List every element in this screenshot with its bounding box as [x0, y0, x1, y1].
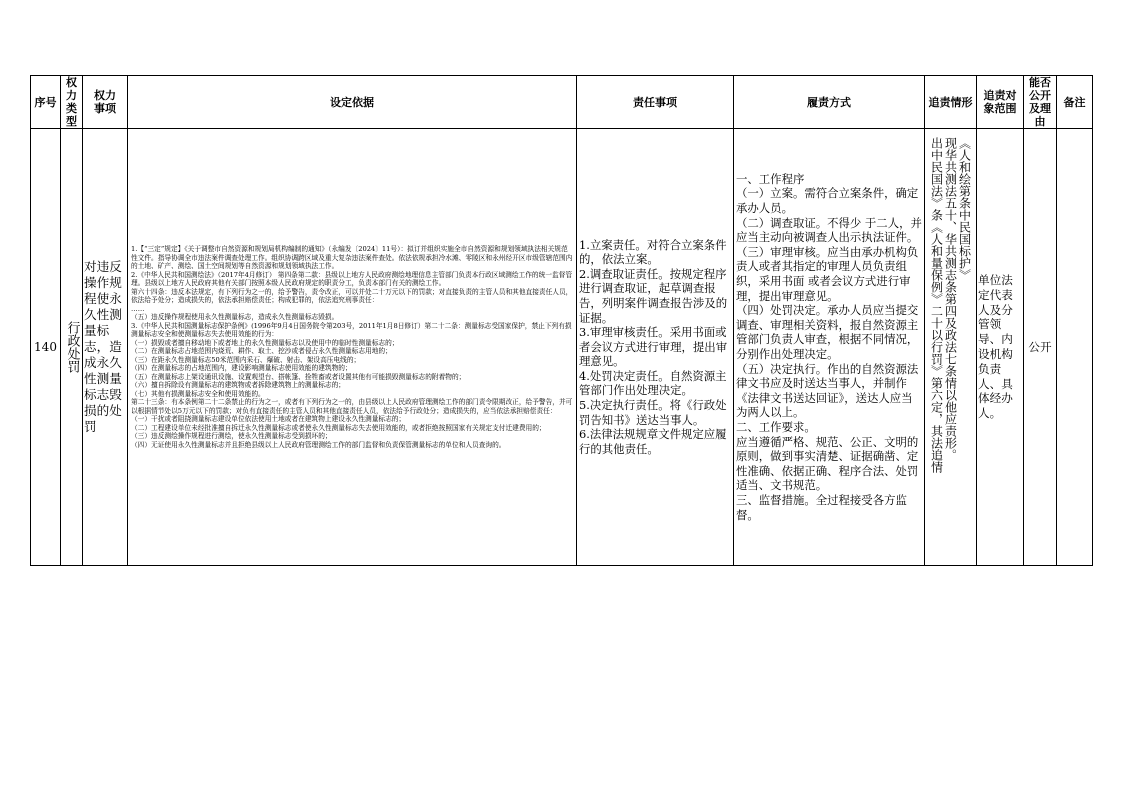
responsibility-item: 3.审理审核责任。采用书面或者会议方式进行审理，提出审理意见。	[579, 325, 728, 369]
header-note: 备注	[1057, 76, 1093, 129]
table-header-row	[31, 76, 1093, 129]
responsibility-item: 6.法律法规规章文件规定应履行的其他责任。	[579, 427, 727, 456]
basis-paragraph: （四）无证使用永久性测量标志并且拒绝县级以上人民政府管理测绘工作的部门监督和负责保管测量标志的单位和人员查询的。	[131, 440, 506, 449]
header-perf: 履责方式	[734, 76, 925, 129]
row-note	[1057, 129, 1093, 566]
basis-paragraph: （七）其他有损测量标志安全和使用效能的。	[131, 389, 265, 398]
row-basis-cell	[128, 129, 577, 566]
situation-column: 出中民国法》条《人和量保例》二十以行罚》第六定，其法追情	[929, 137, 944, 473]
performance-item: 二、工作要求。	[736, 419, 816, 434]
row-seq: 140	[31, 129, 61, 566]
basis-paragraph: （五）在测量标志上架设通讯设施、设置观望台、搭帐篷、拴牲畜或者设置其他有可能损毁测量标志的附着物的；	[131, 372, 466, 381]
row-situation-cell	[925, 129, 977, 566]
performance-item: （二）调查取证。不得少 于二人，并应当主动向被调查人出示执法证件。	[736, 215, 922, 245]
basis-paragraph: （四）在测量标志的占地范围内，建设影响测量标志使用效能的建筑物的；	[131, 364, 352, 372]
performance-item: 三、监督措施。全过程接受各方监督。	[736, 492, 907, 522]
performance-item: （四）处罚决定。承办人员应当提交调查、审理相关资料，报自然资源主管部门负责人审查，根据不同情况，分别作出处理决定。	[736, 303, 919, 361]
basis-paragraph: 第二十三条：有本条例第二十二条禁止的行为之一，或者有下列行为之一的，由县级以上人民政府管理测绘工作的部门责令限期改正，给予警告，并可以根据情节处以5万元以下的罚款；对负有直接责任的主管人员和其他直接责任人员，依法给予行政处分；造成损失的，应当依法承担赔偿责任：	[131, 398, 573, 415]
basis-paragraph: （一）干扰或者阻挠测量标志建设单位依法使用土地或者在建筑物上建设永久性测量标志的；	[131, 415, 406, 423]
header-basis: 设定依据	[128, 76, 577, 129]
basis-paragraph: 3.《中华人民共和国测量标志保护条例》(1996年9月4日国务院令第203号，2011年1月8日修订）第二十二条：测量标志受国家保护，禁止下列有损测量标志安全和使测量标志失去使用效能的行为：	[131, 321, 572, 338]
header-public: 能否公开及理由	[1024, 76, 1057, 129]
header-scope: 追责对象范围	[977, 76, 1024, 129]
row-scope-cell	[977, 129, 1024, 566]
row-resp-cell	[577, 129, 734, 566]
basis-paragraph: 2.《中华人民共和国测绘法》（2017年4月修订） 第四条第二款：县级以上地方人民政府测绘地理信息主管部门负责本行政区域测绘工作的统一监督管理。县级以上地方人民政府其他有关部门按照本级人民政府规定的职责分工，负责本部门有关的测绘工作。	[131, 270, 573, 287]
table-row	[31, 129, 1093, 566]
performance-item: （三）审理审核。应当由承办机构负责人或者其指定的审理人员负责组织，采用书面 或者会议方式进行审理，提出审理意见。	[736, 244, 919, 303]
row-item: 对违反操作规程使永久性测量标志，造成永久性测量标志毁损的处罚	[84, 259, 122, 434]
header-type: 权力类型	[61, 76, 83, 129]
basis-paragraph: （六）擅自拆除设有测量标志的建筑物或者拆除建筑物上的测量标志的；	[131, 381, 345, 389]
basis-paragraph: （三）违反测绘操作规程进行测绘，使永久性测量标志受到损坏的；	[131, 432, 332, 440]
performance-item: （一）立案。需符合立案条件，确定承办人员。	[736, 186, 919, 216]
basis-paragraph: （一）损毁或者擅自移动地下或者地上的永久性测量标志以及使用中的临时性测量标志的；	[131, 338, 399, 347]
row-public: 公开	[1024, 129, 1057, 566]
header-seq: 序号	[31, 76, 61, 129]
power-list-table	[30, 75, 1093, 566]
basis-paragraph: ……	[131, 304, 145, 313]
responsibility-item: 5.决定执行责任。将《行政处罚告知书》送达当事人。	[579, 398, 727, 427]
header-resp: 责任事项	[577, 76, 734, 129]
row-resp	[579, 238, 731, 457]
row-perf-cell	[734, 129, 925, 566]
row-item-cell	[83, 129, 128, 566]
basis-paragraph: （五）违反操作规程使用永久性测量标志，造成永久性测量标志毁损。	[131, 313, 339, 321]
situation-column: 现华共测法五十、华共测志条第四及政法七条情以他应责形。	[943, 137, 958, 461]
header-item: 权力事项	[83, 76, 128, 129]
row-scope: 单位法定代表人及分管领导、内设机构负责人、具体经办人。	[978, 273, 1013, 421]
basis-paragraph: （三）在距永久性测量标志50米范围内采石、爆破、射击、架设高压电线的；	[131, 355, 361, 364]
header-situation: 追责情形	[925, 76, 977, 129]
row-type-cell	[61, 129, 83, 566]
responsibility-item: 4.处罚决定责任。自然资源主管部门作出处理决定。	[579, 368, 727, 398]
row-perf	[736, 172, 922, 522]
performance-item: 一、工作程序	[736, 171, 805, 186]
basis-paragraph: （二）在测量标志占地范围内烧荒、耕作、取土、挖沙或者侵占永久性测量标志用地的；	[131, 347, 392, 355]
basis-paragraph: 1.【“三定”规定】《关于调整市自然资源和规划局机构编制的通知》（永编发〔2024〕11号）：拟订并组织实施全市自然资源和规划领域执法相关规范性文件。指导协调全市违法案件调查处理工作。组织协调跨区域及重大复杂违法案件查处。依法依规承担冷水滩、零陵区和永州经开区市级管辖范围内的土地、矿产、测绘、国土空间规划等自然资源和规划领域执法工作。	[131, 245, 573, 270]
responsibility-item: 1.立案责任。对符合立案条件的，依法立案。	[579, 237, 727, 267]
performance-item: 应当遵循严格、规范、公正、文明的原则，做到事实清楚、证据确凿、定性准确、依据正确、程序合法、处罚适当、文书规范。	[736, 434, 919, 493]
performance-item: （五）决定执行。作出的自然资源法律文书应及时送达当事人，并制作《法律文书送达回证》，送达人应当为两人以上。	[736, 361, 919, 420]
row-situation	[925, 137, 976, 557]
basis-paragraph: （二）工程建设单位未经批准擅自拆迁永久性测量标志或者使永久性测量标志失去使用效能的，或者拒绝按照国家有关规定支付迁建费用的；	[131, 423, 546, 432]
row-basis	[131, 245, 573, 449]
basis-paragraph: 第六十四条：违反本法规定，有下列行为之一的，给予警告，责令改正，可以并处二十万元以下的罚款；对直接负责的主管人员和其他直接责任人员，依法给予处分；造成损失的，依法承担赔偿责任；构成犯罪的，依法追究刑事责任：	[131, 287, 573, 304]
responsibility-item: 2.调查取证责任。按规定程序进行调查取证，起草调查报告，列明案件调查报告涉及的证据。	[579, 266, 728, 325]
row-type: 行政处罚	[64, 321, 80, 373]
situation-column: 《人和绘第条中民国标护》	[957, 137, 972, 281]
